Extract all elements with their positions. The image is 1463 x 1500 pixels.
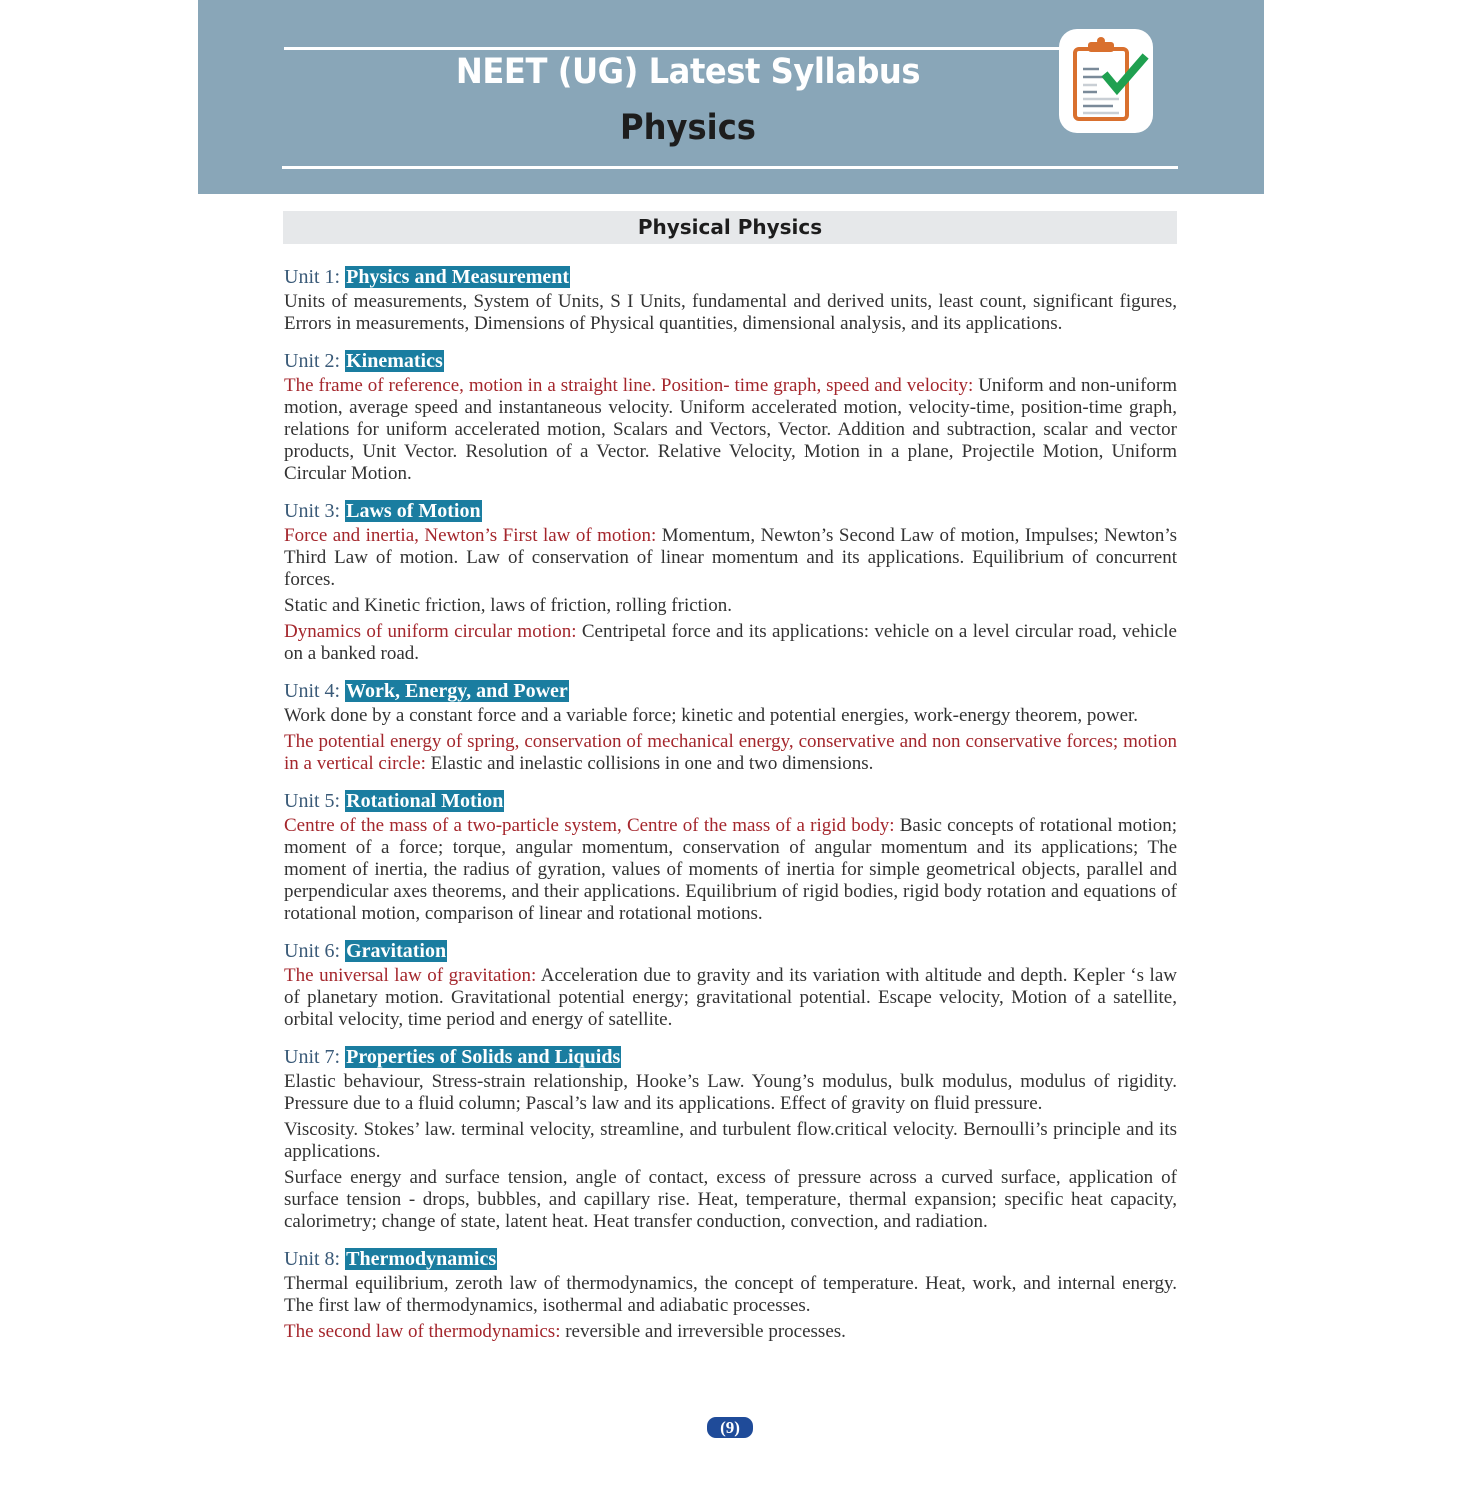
topic-text: Surface energy and surface tension, angle of contact, excess of pressure across a curved surface, application of surface tension - drops, bubbles, and capillary rise. Heat, temperature, thermal expansion; specific heat capacity, calorimetry; change of state, latent heat. Heat transfer conduction, convection, and radiation. <box>284 1167 1177 1232</box>
topic-text: Units of measurements, System of Units, S I Units, fundamental and derived units, least count, significant figures, Errors in measurements, Dimensions of Physical quantities, dimensional analysis, and its applications. <box>284 291 1177 334</box>
page-number: (9) <box>707 1417 753 1438</box>
unit-title: Thermodynamics <box>346 1248 497 1270</box>
unit-heading <box>284 349 1177 373</box>
unit-label: Unit 7: <box>284 1046 341 1068</box>
unit-title: Gravitation <box>346 940 447 962</box>
unit-label: Unit 4: <box>284 680 341 702</box>
topic-text: Viscosity. Stokes’ law. terminal velocity, streamline, and turbulent flow.critical velocity. Bernoulli’s principle and its applications. <box>284 1119 1177 1162</box>
unit-heading <box>284 499 1177 523</box>
unit-label: Unit 2: <box>284 350 341 372</box>
units-list <box>284 265 1177 1357</box>
topic-text: Elastic and inelastic collisions in one and two dimensions. <box>425 753 874 774</box>
topic-text: Elastic behaviour, Stress-strain relationship, Hooke’s Law. Young’s modulus, bulk modulus, modulus of rigidity. Pressure due to a fluid column; Pascal’s law and its applications. Effect of gravity on fluid pressure. <box>284 1071 1177 1114</box>
syllabus-page <box>198 0 1264 1500</box>
topic-highlight: The second law of thermodynamics: <box>284 1321 561 1342</box>
unit-paragraph <box>284 1119 1177 1163</box>
topic-text: Static and Kinetic friction, laws of friction, rolling friction. <box>284 595 732 616</box>
unit-paragraph <box>284 815 1177 925</box>
unit-label: Unit 6: <box>284 940 341 962</box>
unit-title: Kinematics <box>346 350 443 372</box>
topic-highlight: Force and inertia, Newton’s First law of motion: <box>284 525 657 546</box>
unit-paragraph <box>284 1273 1177 1317</box>
unit-label: Unit 8: <box>284 1248 341 1270</box>
header-rule-top <box>284 47 1084 50</box>
topic-highlight: The potential energy of spring, conservation of mechanical energy, conservative and non conservative forces; motion in a vertical circle: <box>284 731 1177 774</box>
unit-heading <box>284 1247 1177 1271</box>
topic-text: Centripetal force and its applications: vehicle on a level circular road, vehicle on a banked road. <box>284 621 1177 664</box>
unit-label: Unit 3: <box>284 500 341 522</box>
unit-heading <box>284 265 1177 289</box>
unit-block <box>284 349 1177 485</box>
topic-highlight: Dynamics of uniform circular motion: <box>284 621 577 642</box>
unit-block <box>284 1247 1177 1343</box>
unit-paragraph <box>284 705 1177 727</box>
topic-text: Basic concepts of rotational motion; moment of a force; torque, angular momentum, conservation of angular momentum and its applications; The moment of inertia, the radius of gyration, values of moments of inertia for simple geometrical objects, parallel and perpendicular axes theorems, and their applications. Equilibrium of rigid bodies, rigid body rotation and equations of rotational motion, comparison of linear and rotational motions. <box>284 815 1177 924</box>
unit-title: Work, Energy, and Power <box>346 680 568 702</box>
page-subtitle: Physics <box>620 108 756 148</box>
topic-highlight: The frame of reference, motion in a straight line. Position- time graph, speed and velocity: <box>284 375 974 396</box>
unit-heading <box>284 789 1177 813</box>
unit-heading <box>284 679 1177 703</box>
unit-title: Rotational Motion <box>346 790 504 812</box>
unit-heading <box>284 1045 1177 1069</box>
unit-block <box>284 1045 1177 1233</box>
unit-heading <box>284 939 1177 963</box>
section-heading: Physical Physics <box>283 211 1177 244</box>
unit-paragraph <box>284 1167 1177 1233</box>
topic-text: Acceleration due to gravity and its variation with altitude and depth. Kepler ‘s law of planetary motion. Gravitational potential energy; gravitational potential. Escape velocity, Motion of a satellite, orbital velocity, time period and energy of satellite. <box>284 965 1177 1030</box>
unit-title: Properties of Solids and Liquids <box>346 1046 621 1068</box>
unit-paragraph <box>284 291 1177 335</box>
topic-text: Thermal equilibrium, zeroth law of thermodynamics, the concept of temperature. Heat, work, and internal energy. The first law of thermodynamics, isothermal and adiabatic processes. <box>284 1273 1177 1316</box>
topic-highlight: The universal law of gravitation: <box>284 965 537 986</box>
topic-text: reversible and irreversible processes. <box>560 1321 846 1342</box>
page-title: NEET (UG) Latest Syllabus <box>455 52 921 92</box>
unit-paragraph <box>284 375 1177 485</box>
unit-paragraph <box>284 731 1177 775</box>
unit-block <box>284 265 1177 335</box>
unit-label: Unit 5: <box>284 790 341 812</box>
unit-block <box>284 789 1177 925</box>
unit-block <box>284 499 1177 665</box>
unit-title: Physics and Measurement <box>346 266 570 288</box>
unit-title: Laws of Motion <box>346 500 481 522</box>
unit-label: Unit 1: <box>284 266 341 288</box>
unit-block <box>284 939 1177 1031</box>
topic-highlight: Centre of the mass of a two-particle system, Centre of the mass of a rigid body: <box>284 815 895 836</box>
topic-text: Work done by a constant force and a variable force; kinetic and potential energies, work-energy theorem, power. <box>284 705 1139 726</box>
unit-block <box>284 679 1177 775</box>
header-band <box>198 0 1264 194</box>
header-rule-bottom <box>282 166 1178 169</box>
clipboard-check-icon <box>1059 29 1153 133</box>
unit-paragraph <box>284 965 1177 1031</box>
unit-paragraph <box>284 1071 1177 1115</box>
unit-paragraph <box>284 525 1177 591</box>
unit-paragraph <box>284 595 1177 617</box>
topic-text: Momentum, Newton’s Second Law of motion, Impulses; Newton’s Third Law of motion. Law of conservation of linear momentum and its applications. Equilibrium of concurrent forces. <box>284 525 1177 590</box>
unit-paragraph <box>284 1321 1177 1343</box>
unit-paragraph <box>284 621 1177 665</box>
topic-text: Uniform and non-uniform motion, average speed and instantaneous velocity. Uniform accelerated motion, velocity-time, position-time graph, relations for uniform accelerated motion, Scalars and Vectors, Vector. Addition and subtraction, scalar and vector products, Unit Vector. Resolution of a Vector. Relative Velocity, Motion in a plane, Projectile Motion, Uniform Circular Motion. <box>284 375 1178 484</box>
